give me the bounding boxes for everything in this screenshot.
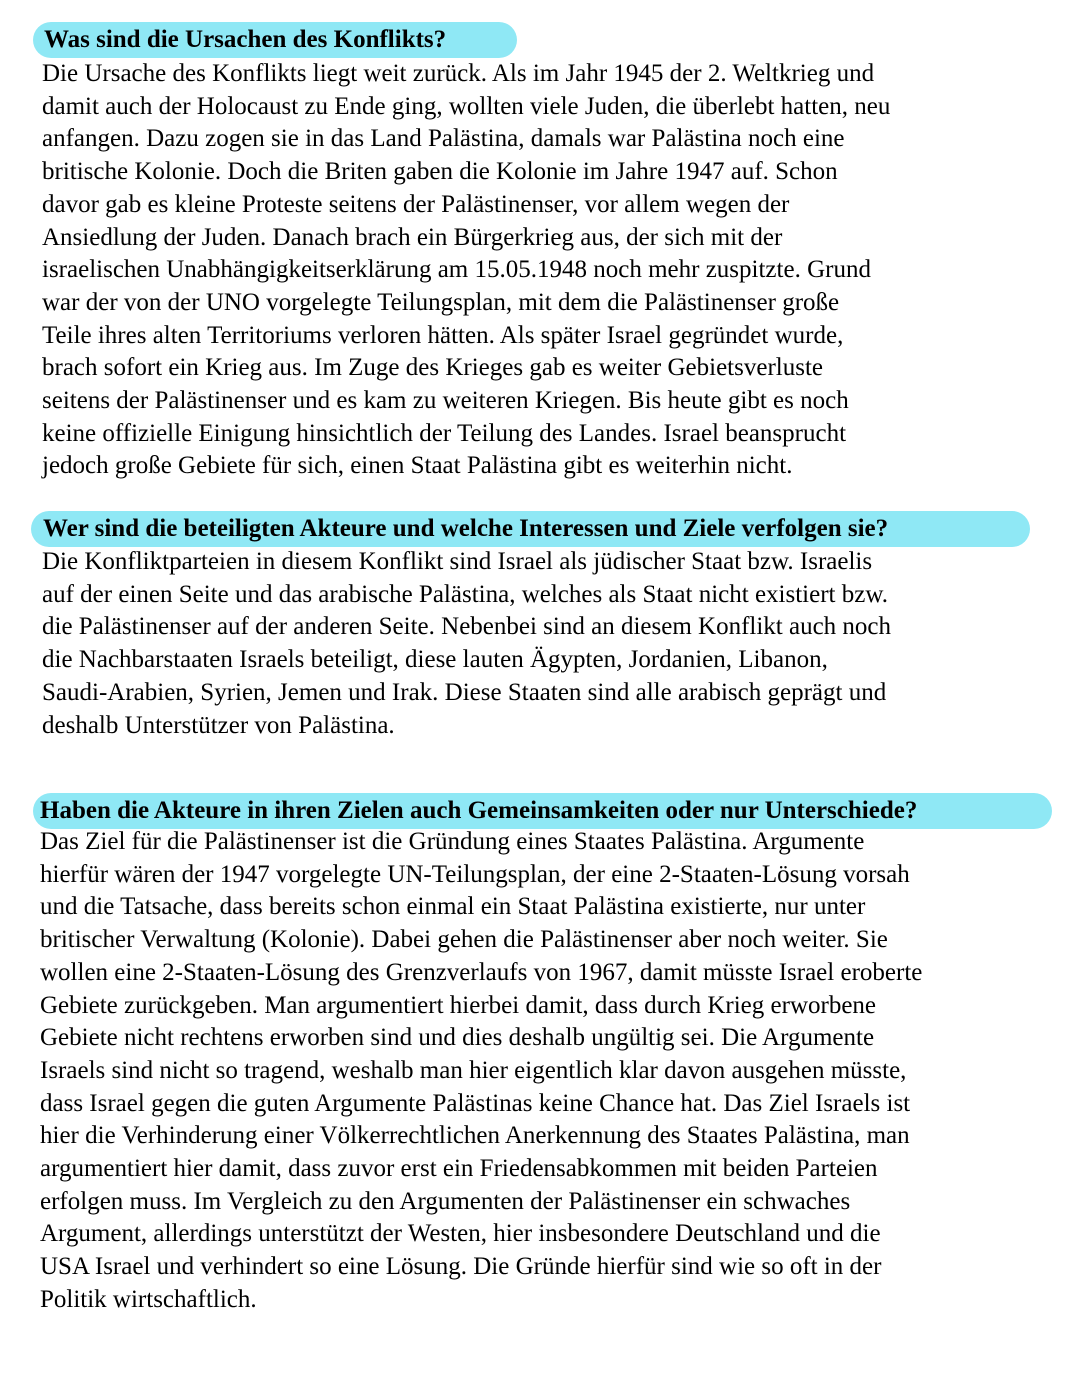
text-line: und die Tatsache, dass bereits schon einmal ein Staat Palästina existierte, nur unter bbox=[40, 893, 866, 921]
text-line: hier die Verhinderung einer Völkerrechtlichen Anerkennung des Staates Palästina, man bbox=[40, 1122, 910, 1150]
text-line: Gebiete nicht rechtens erworben sind und dies deshalb ungültig sei. Die Argumente bbox=[40, 1024, 875, 1052]
text-line: argumentiert hier damit, dass zuvor erst ein Friedensabkommen mit beiden Parteien bbox=[40, 1155, 878, 1183]
text-line: war der von der UNO vorgelegte Teilungsplan, mit dem die Palästinenser große bbox=[42, 288, 840, 316]
text-line: auf der einen Seite und das arabische Palästina, welches als Staat nicht existiert bzw. bbox=[42, 580, 889, 608]
section-paragraph-akteure bbox=[42, 546, 891, 742]
section-paragraph-gemeinsamkeiten bbox=[40, 826, 922, 1317]
text-line: dass Israel gegen die guten Argumente Palästinas keine Chance hat. Das Ziel Israels ist bbox=[40, 1089, 911, 1117]
text-line: seitens der Palästinenser und es kam zu weiteren Kriegen. Bis heute gibt es noch bbox=[42, 387, 849, 415]
text-line: Ansiedlung der Juden. Danach brach ein Bürgerkrieg aus, der sich mit der bbox=[42, 223, 783, 251]
text-line: Politik wirtschaftlich. bbox=[40, 1285, 257, 1313]
text-line: Das Ziel für die Palästinenser ist die Gründung eines Staates Palästina. Argumente bbox=[40, 828, 865, 855]
text-line: erfolgen muss. Im Vergleich zu den Argumenten der Palästinenser ein schwaches bbox=[40, 1187, 851, 1215]
text-line: britische Kolonie. Doch die Briten gaben die Kolonie im Jahre 1947 auf. Schon bbox=[42, 158, 838, 186]
text-line: USA Israel und verhindert so eine Lösung. Die Gründe hierfür sind wie so oft in der bbox=[40, 1253, 882, 1281]
section-heading-gemeinsamkeiten: Haben die Akteure in ihren Zielen auch Gemeinsamkeiten oder nur Unterschiede? bbox=[33, 793, 1052, 829]
text-line: Argument, allerdings unterstützt der Westen, hier insbesondere Deutschland und die bbox=[40, 1220, 881, 1248]
text-line: davor gab es kleine Proteste seitens der Palästinenser, vor allem wegen der bbox=[42, 190, 790, 218]
text-line: Israels sind nicht so tragend, weshalb man hier eigentlich klar davon ausgehen müsste, bbox=[40, 1056, 907, 1084]
text-line: damit auch der Holocaust zu Ende ging, wollten viele Juden, die überlebt hatten, neu bbox=[42, 92, 891, 120]
section-paragraph-ursachen bbox=[42, 58, 890, 483]
text-line: jedoch große Gebiete für sich, einen Staat Palästina gibt es weiterhin nicht. bbox=[42, 452, 793, 480]
text-line: deshalb Unterstützer von Palästina. bbox=[42, 711, 395, 739]
text-line: brach sofort ein Krieg aus. Im Zuge des Krieges gab es weiter Gebietsverluste bbox=[42, 354, 823, 382]
text-line: anfangen. Dazu zogen sie in das Land Palästina, damals war Palästina noch eine bbox=[42, 125, 845, 153]
text-line: die Nachbarstaaten Israels beteiligt, diese lauten Ägypten, Jordanien, Libanon, bbox=[42, 646, 828, 674]
text-line: Teile ihres alten Territoriums verloren hätten. Als später Israel gegründet wurde, bbox=[42, 321, 844, 349]
text-line: britischer Verwaltung (Kolonie). Dabei gehen die Palästinenser aber noch weiter. Sie bbox=[40, 926, 888, 954]
text-line: die Palästinenser auf der anderen Seite. Nebenbei sind an diesem Konflikt auch noch bbox=[42, 613, 892, 641]
text-line: Die Ursache des Konflikts liegt weit zurück. Als im Jahr 1945 der 2. Weltkrieg und bbox=[42, 60, 875, 87]
text-line: Die Konfliktparteien in diesem Konflikt sind Israel als jüdischer Staat bzw. Israelis bbox=[42, 548, 873, 575]
text-line: Gebiete zurückgeben. Man argumentiert hierbei damit, dass durch Krieg erworbene bbox=[40, 991, 877, 1019]
text-line: keine offizielle Einigung hinsichtlich der Teilung des Landes. Israel beansprucht bbox=[42, 419, 847, 447]
text-line: hierfür wären der 1947 vorgelegte UN-Teilungsplan, der eine 2-Staaten-Lösung vorsah bbox=[40, 860, 910, 888]
text-line: israelischen Unabhängigkeitserklärung am 15.05.1948 noch mehr zuspitzte. Grund bbox=[42, 256, 871, 284]
section-heading-akteure: Wer sind die beteiligten Akteure und welche Interessen und Ziele verfolgen sie? bbox=[31, 511, 1030, 547]
section-heading-ursachen: Was sind die Ursachen des Konflikts? bbox=[33, 22, 517, 58]
text-line: Saudi-Arabien, Syrien, Jemen und Irak. Diese Staaten sind alle arabisch geprägt und bbox=[42, 678, 887, 706]
text-line: wollen eine 2-Staaten-Lösung des Grenzverlaufs von 1967, damit müsste Israel eroberte bbox=[40, 958, 923, 986]
